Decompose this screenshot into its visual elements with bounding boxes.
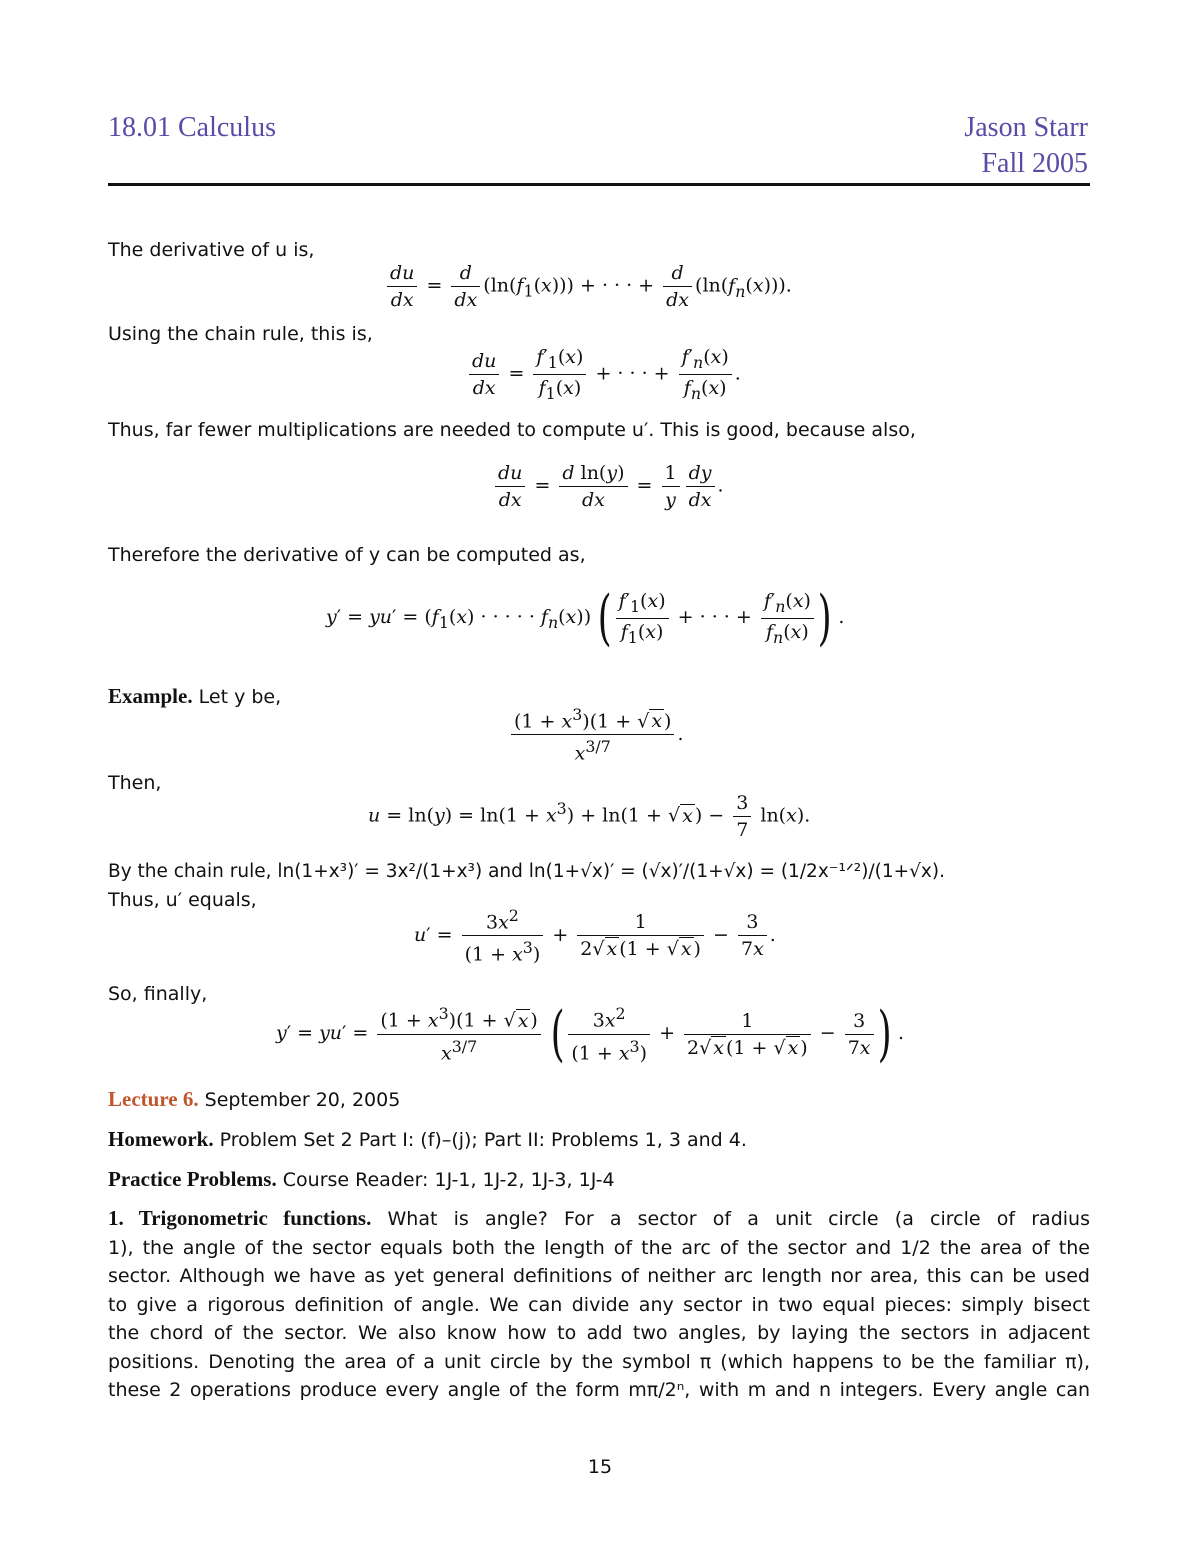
equation-2: $\frac{du}{dx}$ = $\frac{f'_1(x)}{f_1(x)}$ + · · · + $\frac{f'_n(x)}{f_n(x)}$ . xyxy=(466,346,741,403)
homework-label: Homework. xyxy=(108,1127,214,1151)
homework-line xyxy=(108,1127,747,1152)
thus-u-equals: Thus, u′ equals, xyxy=(108,889,257,911)
equation-5: $\frac{(1 + x^3)(1 + √ x )}{x^{3/7}}$ . xyxy=(508,705,684,765)
section-line-4: the chord of the sector. We also know how to add two angles, by laying the sectors in adjacent xyxy=(108,1322,1090,1344)
term: Fall 2005 xyxy=(981,148,1088,179)
therefore-text: Therefore the derivative of y can be computed as, xyxy=(108,544,586,566)
equation-3: $\frac{du}{dx}$ = $\frac{\text{d ln(y)}}{dx}$ = $\frac{1}{y}$ $\frac{dy}{dx}$ . xyxy=(492,462,724,511)
section-line-5: positions. Denoting the area of a unit circle by the symbol π (which happens to be the familiar π), xyxy=(108,1350,1090,1373)
practice-line xyxy=(108,1167,615,1192)
then-text: Then, xyxy=(108,772,162,794)
lecture-label: Lecture 6. xyxy=(108,1087,199,1111)
fewer-multiplications-text: Thus, far fewer multiplications are needed to compute u′. This is good, because also, xyxy=(108,419,916,441)
practice-label: Practice Problems. xyxy=(108,1167,277,1191)
lecture-line xyxy=(108,1087,400,1112)
section-line-0: 1. Trigonometric functions. What is angle? For a sector of a unit circle (a circle of radius xyxy=(108,1206,1090,1230)
course-title: 18.01 Calculus xyxy=(108,112,276,143)
equation-1: $\frac{du}{dx}$ = $\frac{d}{dx}$ $(\ln(f_1(x)))$ + · · · + $\frac{d}{dx}$ $(\ln(f_n(x)))$. xyxy=(384,262,792,311)
section-line-2: sector. Although we have as yet general definitions of neither arc length nor area, this can be used xyxy=(108,1265,1090,1287)
homework-text: Problem Set 2 Part I: (f)–(j); Part II: Problems 1, 3 and 4. xyxy=(219,1129,747,1151)
example-label: Example. xyxy=(108,684,193,708)
chain-rule-intro: Using the chain rule, this is, xyxy=(108,323,373,345)
lecture-date: September 20, 2005 xyxy=(204,1089,401,1111)
derivative-intro: The derivative of u is, xyxy=(108,239,315,261)
equation-8: y′ = yu′ = $\frac{(1 + x^3)(1 + √ x )}{x^{3/7}}$ ( $\frac{3x^2}{(1 + x^3)}$ + $\frac{1}{2√ x (1 + √ x )}$ − $\frac{3}{7x}$ ) . xyxy=(276,999,905,1069)
equation-4: $y' = yu' = (f_1(x)$ · · · · · $f_n(x)$) ( $\frac{f'_1(x)}{f_1(x)}$ + · · · + $\frac{f'_n(x)}{f_n(x)}$ ) . xyxy=(326,583,845,653)
equation-7: u′ = $\frac{3x^2}{(1 + x^3)}$ + $\frac{1}{2√ x (1 + √ x )}$ − $\frac{3}{7x}$ . xyxy=(414,906,776,966)
section-line-1: 1), the angle of the sector equals both the length of the arc of the sector and 1/2 the area of the xyxy=(108,1236,1090,1259)
header-rule xyxy=(108,183,1090,186)
so-finally-text: So, finally, xyxy=(108,983,208,1005)
section-line-6: these 2 operations produce every angle of the form mπ/2ⁿ, with m and n integers. Every angle can xyxy=(108,1379,1090,1401)
trigonometric-section xyxy=(108,1204,1090,1405)
example-line xyxy=(108,684,281,709)
example-text: Let y be, xyxy=(198,686,282,708)
equation-6: $u = \ln(y) = \ln(1 + x^3) + \ln(1$ + √ x ) − $\frac{3}{7}$ ln(x). xyxy=(368,792,811,841)
section-label: 1. Trigonometric functions. xyxy=(108,1206,372,1230)
chain-rule-line: By the chain rule, ln(1+x³)′ = 3x²/(1+x³) and ln(1+√x)′ = (√x)′/(1+√x) = (1/2x⁻¹ᐟ²)/(1+√x). xyxy=(108,861,945,882)
practice-text: Course Reader: 1J-1, 1J-2, 1J-3, 1J-4 xyxy=(282,1169,615,1191)
author-name: Jason Starr xyxy=(964,112,1088,143)
page-number: 15 xyxy=(587,1456,613,1478)
section-line-3: to give a rigorous definition of angle. We can divide any sector in two equal pieces: simply bisect xyxy=(108,1293,1090,1316)
